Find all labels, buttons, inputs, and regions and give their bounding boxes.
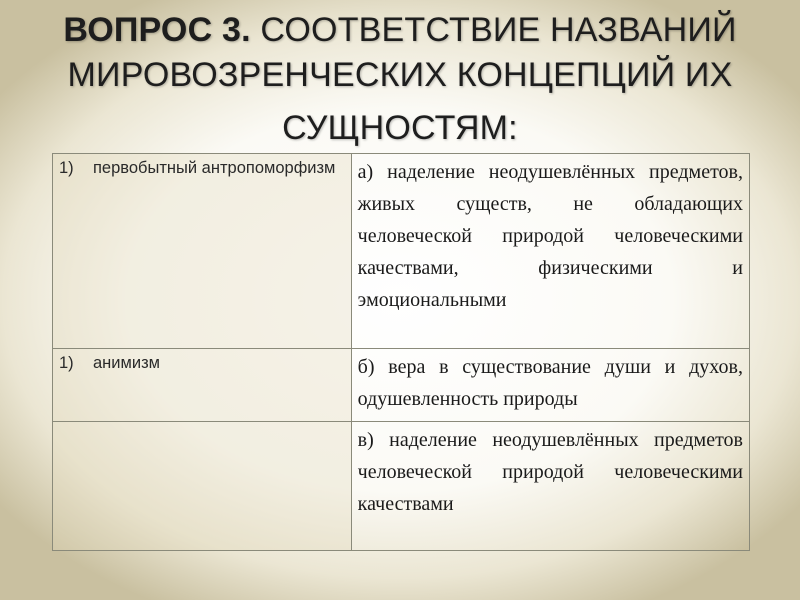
- title-line-3: СУЩНОСТЯМ:: [282, 109, 518, 147]
- concept-name: первобытный антропоморфизм: [93, 159, 336, 177]
- table-row: [53, 154, 750, 349]
- question-number: ВОПРОС 3.: [63, 11, 251, 49]
- concept-item: [59, 156, 345, 181]
- slide-title: [30, 8, 770, 151]
- definition-cell: в) наделение неодушевлённых предметов человеческой природой человеческими качествами: [351, 422, 749, 551]
- concept-cell: [53, 422, 352, 551]
- matching-table: [52, 153, 750, 551]
- concept-item: [59, 351, 345, 376]
- table-row: [53, 349, 750, 422]
- title-line-2: МИРОВОЗРЕНЧЕСКИХ КОНЦЕПЦИЙ ИХ: [67, 56, 733, 94]
- definition-cell: б) вера в существование души и духов, одушевленность природы: [351, 349, 749, 422]
- concept-number: 1): [59, 159, 74, 177]
- concept-number: 1): [59, 354, 74, 372]
- concept-cell: [53, 154, 352, 349]
- concept-name: анимизм: [93, 354, 160, 372]
- title-line-1-text: СООТВЕТСТВИЕ НАЗВАНИЙ: [260, 11, 737, 49]
- definition-cell: а) наделение неодушевлённых предметов, живых существ, не обладающих человеческой природой человеческими качествами, физическими и эмоциональными: [351, 154, 749, 349]
- concept-cell: [53, 349, 352, 422]
- table-row: [53, 422, 750, 551]
- title-line-1: [30, 8, 770, 53]
